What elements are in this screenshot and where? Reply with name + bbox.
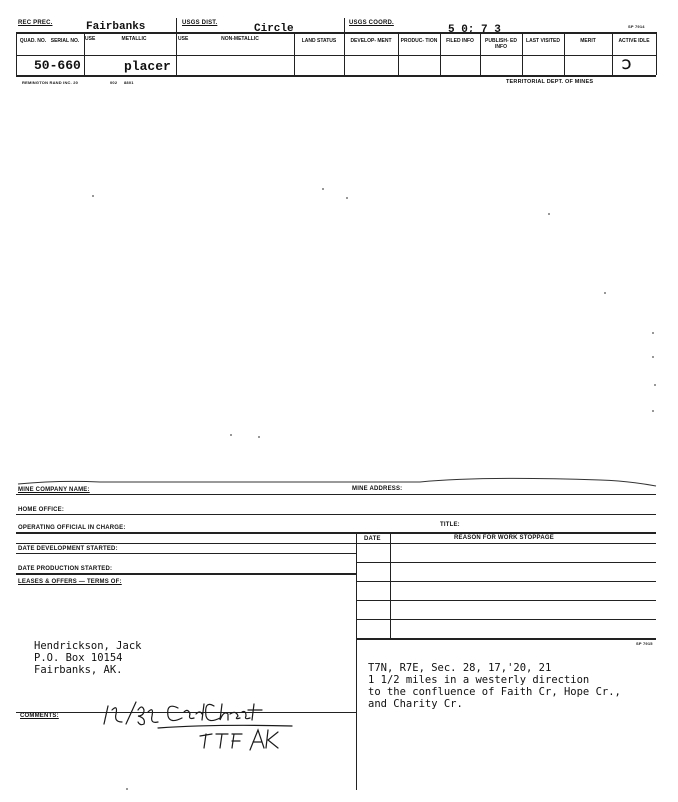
handwritten-signature <box>96 694 326 758</box>
title-label: TITLE: <box>440 522 460 528</box>
scan-speck <box>652 410 654 412</box>
owner-line: Fairbanks, AK. <box>34 664 123 676</box>
col-divider <box>390 532 391 638</box>
col-divider <box>176 18 177 75</box>
rule <box>356 638 656 640</box>
scan-speck <box>652 356 654 358</box>
annotation-initials <box>0 0 1 1</box>
rule <box>16 514 656 515</box>
card-edge <box>0 470 678 490</box>
col-divider <box>440 32 441 75</box>
printer-code: 002 <box>110 80 118 85</box>
usgs-dist-label: USGS DIST. <box>182 20 218 26</box>
mine-address-label: MINE ADDRESS: <box>352 486 403 492</box>
rule <box>16 543 656 544</box>
date-production-label: DATE PRODUCTION STARTED: <box>18 566 113 572</box>
rule <box>356 619 656 620</box>
col-merit: MERIT <box>580 38 596 44</box>
owner-line: P.O. Box 10154 <box>34 652 123 664</box>
scan-speck <box>346 197 348 199</box>
col-metallic: METALLIC <box>121 36 147 42</box>
col-divider <box>398 32 399 75</box>
col-published-info: PUBLISH- ED INFO <box>485 38 517 50</box>
scan-speck <box>548 213 550 215</box>
col-use-metallic: USE <box>85 36 96 42</box>
rec-prec-value: Fairbanks <box>86 21 146 33</box>
leases-offers-label: LEASES & OFFERS — TERMS OF: <box>18 579 122 585</box>
col-divider <box>16 32 17 75</box>
location-line: T7N, R7E, Sec. 28, 17,'20, 21 <box>368 662 552 674</box>
rule <box>356 581 656 582</box>
rule <box>16 532 656 534</box>
location-line: to the confluence of Faith Cr, Hope Cr., <box>368 686 621 698</box>
col-divider <box>344 18 345 75</box>
col-divider <box>522 32 523 75</box>
rule <box>356 562 656 563</box>
col-divider <box>480 32 481 75</box>
scan-speck <box>258 436 260 438</box>
col-use-nonmetallic: USE <box>178 36 189 42</box>
col-non-metallic: NON-METALLIC <box>221 36 259 42</box>
rule <box>16 553 356 554</box>
col-serial-no: SERIAL NO. <box>50 38 80 44</box>
scan-speck <box>230 434 232 436</box>
owner-line: Hendrickson, Jack <box>34 640 142 652</box>
scan-speck <box>322 188 324 190</box>
record-active-idle: Ↄ <box>622 58 632 73</box>
col-development: DEVELOP- MENT <box>350 38 392 44</box>
col-divider <box>656 32 657 75</box>
col-quad-no: QUAD. NO. <box>19 38 47 44</box>
record-metallic: placer <box>124 59 171 74</box>
rule-top <box>16 32 656 34</box>
col-production: PRODUC- TION <box>400 38 438 44</box>
scan-speck <box>604 292 606 294</box>
form-number-lower: SP 7915 <box>636 641 653 646</box>
rule <box>356 600 656 601</box>
usgs-coord-value: 5 0; 7 3 <box>448 24 501 36</box>
scan-speck <box>652 332 654 334</box>
printer-code: 8801 <box>124 80 134 85</box>
department-imprint: TERRITORIAL DEPT. OF MINES <box>506 79 594 85</box>
home-office-label: HOME OFFICE: <box>18 507 65 513</box>
col-active-idle: ACTIVE IDLE <box>618 38 650 44</box>
rule <box>16 573 356 575</box>
comments-label: COMMENTS: <box>20 713 59 719</box>
col-divider <box>356 532 357 790</box>
col-land-status: LAND STATUS <box>301 38 337 44</box>
mine-company-name-label: MINE COMPANY NAME: <box>18 487 90 493</box>
date-development-label: DATE DEVELOPMENT STARTED: <box>18 546 118 552</box>
usgs-dist-value: Circle <box>254 23 294 35</box>
scan-speck <box>654 384 656 386</box>
rule <box>16 494 656 495</box>
date-column-header: DATE <box>364 536 381 542</box>
form-number: SP 7914 <box>628 24 645 29</box>
rec-prec-label: REC PREC. <box>18 20 53 26</box>
scan-speck <box>92 195 94 197</box>
col-filed-info: FILED INFO <box>446 38 474 44</box>
record-quad-serial: 50-660 <box>34 58 81 73</box>
col-divider <box>564 32 565 75</box>
printer-imprint: REMINGTON RAND INC. 20 <box>22 80 79 85</box>
col-divider <box>294 32 295 75</box>
scan-speck <box>126 788 128 790</box>
rule-record-bottom <box>16 75 656 77</box>
reason-column-header: REASON FOR WORK STOPPAGE <box>454 535 554 541</box>
rule-header-bottom <box>16 55 656 56</box>
usgs-coord-label: USGS COORD. <box>349 20 394 26</box>
col-last-visited: LAST VISITED <box>526 38 560 44</box>
operating-official-label: OPERATING OFFICIAL IN CHARGE: <box>18 525 126 531</box>
location-line: 1 1/2 miles in a westerly direction <box>368 674 590 686</box>
col-divider <box>612 32 613 75</box>
location-line: and Charity Cr. <box>368 698 463 710</box>
